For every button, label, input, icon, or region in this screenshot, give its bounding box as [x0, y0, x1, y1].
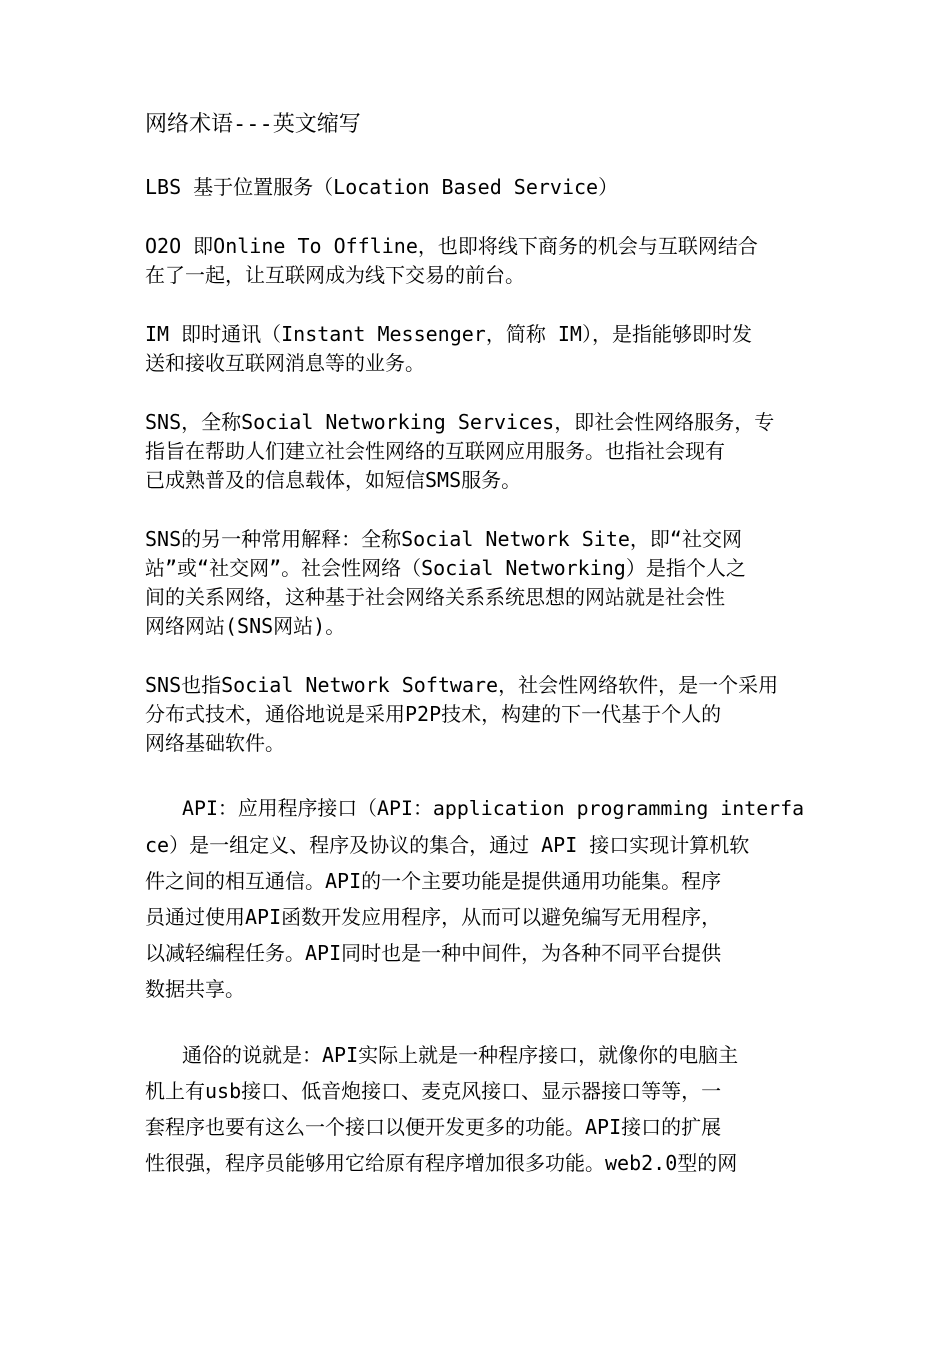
- paragraph-line: 以减轻编程任务。API同时也是一种中间件，为各种不同平台提供: [145, 941, 722, 965]
- paragraph-line: SNS的另一种常用解释：全称Social Network Site，即“社交网: [145, 527, 742, 551]
- paragraph-line: 机上有usb接口、低音炮接口、麦克风接口、显示器接口等等，一: [145, 1079, 722, 1103]
- paragraph-line: 网络网站(SNS网站)。: [145, 614, 346, 638]
- paragraph-line: LBS 基于位置服务（Location Based Service）: [145, 175, 619, 199]
- paragraph-line: 站”或“社交网”。社会性网络（Social Networking）是指个人之: [145, 556, 746, 580]
- paragraph-line: 数据共享。: [145, 977, 245, 1001]
- paragraph-line: 网络基础软件。: [145, 731, 285, 755]
- paragraph-line: 员通过使用API函数开发应用程序，从而可以避免编写无用程序，: [145, 905, 722, 929]
- paragraph-line: 已成熟普及的信息载体，如短信SMS服务。: [145, 468, 522, 492]
- paragraph-line: O2O 即Online To Offline，也即将线下商务的机会与互联网结合: [145, 234, 758, 258]
- paragraph-line: 送和接收互联网消息等的业务。: [145, 351, 425, 375]
- paragraph-line: SNS，全称Social Networking Services，即社会性网络服务，专: [145, 410, 775, 434]
- paragraph-line: ce）是一组定义、程序及协议的集合，通过 API 接口实现计算机软: [145, 833, 750, 857]
- paragraph-line: SNS也指Social Network Software，社会性网络软件，是一个采用: [145, 673, 779, 697]
- paragraph-line: 通俗的说就是：API实际上就是一种程序接口，就像你的电脑主: [182, 1043, 739, 1067]
- paragraph-line: 分布式技术，通俗地说是采用P2P技术，构建的下一代基于个人的: [145, 702, 722, 726]
- paragraph-line: 指旨在帮助人们建立社会性网络的互联网应用服务。也指社会现有: [145, 439, 725, 463]
- paragraph-line: 间的关系网络，这种基于社会网络关系系统思想的网站就是社会性: [145, 585, 725, 609]
- paragraph-line: API：应用程序接口（API：application programming interfa: [182, 797, 805, 820]
- document-title: 网络术语---英文缩写: [145, 112, 361, 137]
- paragraph-line: IM 即时通讯（Instant Messenger，简称 IM），是指能够即时发: [145, 322, 752, 346]
- paragraph-line: 套程序也要有这么一个接口以便开发更多的功能。API接口的扩展: [145, 1115, 722, 1139]
- paragraph-line: 性很强，程序员能够用它给原有程序增加很多功能。web2.0型的网: [145, 1151, 738, 1175]
- paragraph-line: 在了一起，让互联网成为线下交易的前台。: [145, 263, 525, 287]
- paragraph-line: 件之间的相互通信。API的一个主要功能是提供通用功能集。程序: [145, 869, 722, 893]
